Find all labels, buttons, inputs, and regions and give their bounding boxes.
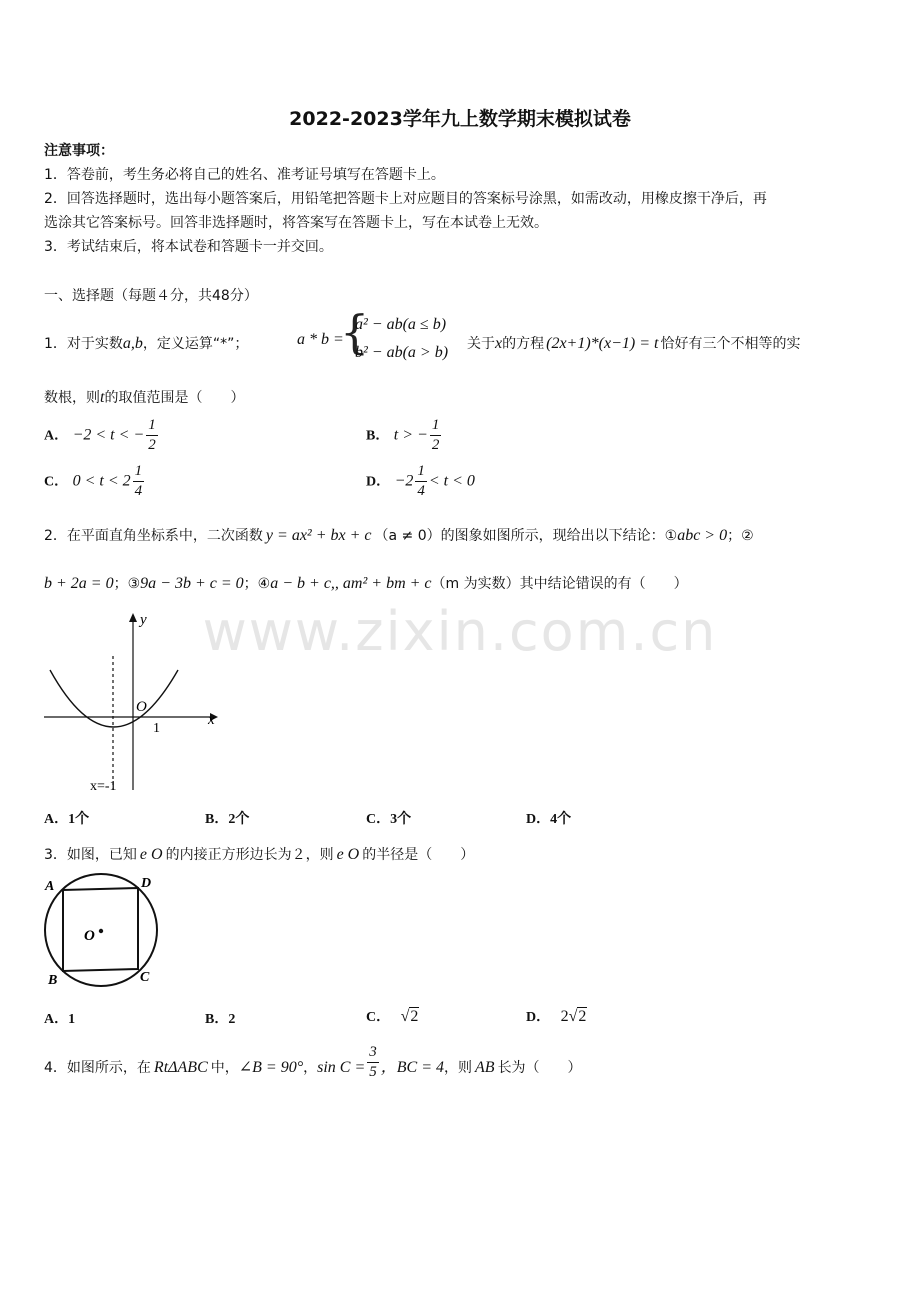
q2-line-2: b + 2a = 0；③9a − 3b + c = 0；④a − b + c,, am² + bm + c（m 为实数）其中结论错误的有（ ） — [44, 575, 688, 592]
q1-lhs: a * b = — [297, 331, 344, 348]
point-label-a: A — [45, 879, 55, 894]
q1-option-d-label: D． — [366, 474, 391, 490]
graph-label-origin: O — [136, 699, 147, 715]
q1-option-c-label: C． — [44, 474, 69, 490]
q1-option-a[interactable]: A． −2 < t < − $\frac{1}{2}$ — [44, 417, 156, 453]
q3-option-a[interactable]: A．1 — [44, 1012, 76, 1027]
q3-option-d[interactable]: D． 2√2 — [526, 1008, 587, 1025]
point-label-c: C — [140, 970, 150, 985]
q3-option-b[interactable]: B．2 — [205, 1012, 236, 1027]
q4-text: 4．如图所示，在 RtΔABC 中，∠B = 90°，sin C = $\frac{3}{5}$ ，BC = 4，则 AB 长为（ ） — [44, 1043, 582, 1080]
q2-option-d[interactable]: D．4个 — [526, 812, 572, 827]
q1-case-1: a² − ab(a ≤ b) — [355, 316, 447, 333]
q1-option-b-fraction: $\frac{1}{2}$ — [431, 417, 440, 453]
point-label-d: D — [141, 876, 152, 891]
q2-parabola-graph — [40, 608, 230, 798]
q1-option-c[interactable]: C． 0 < t < 2 $\frac{1}{4}$ — [44, 463, 143, 499]
parabola-curve — [50, 670, 178, 727]
sqrt-sign: √ — [400, 1008, 410, 1025]
q1-option-c-fraction: $\frac{1}{4}$ — [134, 463, 143, 499]
center-point — [99, 929, 103, 933]
section-heading: 一、选择题（每题４分，共48分） — [44, 288, 258, 304]
notice-item-1: 1．答卷前，考生务必将自己的姓名、准考证号填写在答题卡上。 — [44, 167, 445, 183]
graph-label-one: 1 — [153, 721, 160, 736]
q4-sin-fraction: $\frac{3}{5}$ — [369, 1043, 377, 1080]
notice-item-2b: 选涂其它答案标号。回答非选择题时，将答案写在答题卡上，写在本试卷上无效。 — [44, 215, 548, 231]
graph-label-axis: x=-1 — [90, 779, 117, 794]
q3-circle-figure — [40, 870, 170, 995]
point-label-o: O — [84, 928, 95, 944]
watermark: www.zixin.com.cn — [202, 600, 718, 663]
notice-item-3: 3．考试结束后，将本试卷和答题卡一并交回。 — [44, 239, 333, 255]
q1-option-d[interactable]: D． −2 $\frac{1}{4}$ < t < 0 — [366, 463, 475, 499]
q3-text: 3．如图，已知 e O 的内接正方形边长为２，则 e O 的半径是（ ） — [44, 846, 475, 863]
q1-brace: { — [340, 305, 370, 359]
q1-prefix: 1．对于实数a,b，定义运算“*”； — [44, 335, 249, 352]
sqrt-sign: √ — [568, 1008, 578, 1025]
q1-equation-line: 关于x的方程 (2x+1)*(x−1) = t 恰好有三个不相等的实 — [467, 335, 801, 352]
q1-line-2: 数根，则t的取值范围是（ ） — [44, 389, 245, 406]
q1-option-a-label: A． — [44, 428, 69, 444]
q2-option-c[interactable]: C．3个 — [366, 812, 412, 827]
notice-item-2a: 2．回答选择题时，选出每小题答案后，用铅笔把答题卡上对应题目的答案标号涂黑，如需改动，用橡皮擦干净后，再 — [44, 191, 767, 207]
graph-label-y: y — [140, 612, 147, 628]
q2-option-a[interactable]: A．1个 — [44, 812, 90, 827]
page-title: 2022-2023学年九上数学期末模拟试卷 — [289, 108, 631, 130]
q1-case-2: b² − ab(a > b) — [355, 344, 449, 361]
q1-option-a-fraction: $\frac{1}{2}$ — [148, 417, 156, 453]
graph-label-x: x — [208, 712, 215, 728]
q1-option-d-fraction: $\frac{1}{4}$ — [417, 463, 425, 499]
q2-option-b[interactable]: B．2个 — [205, 812, 250, 827]
q1-option-b-label: B． — [366, 428, 390, 444]
q3-option-c[interactable]: C． √2 — [366, 1008, 419, 1025]
point-label-b: B — [48, 973, 58, 988]
y-axis-arrow — [129, 613, 137, 622]
q1-option-b[interactable]: B． t > − $\frac{1}{2}$ — [366, 417, 440, 453]
notice-heading: 注意事项： — [44, 143, 114, 159]
q2-line-1: 2．在平面直角坐标系中，二次函数 y = ax² + bx + c （a ≠ 0）的图象如图所示，现给出以下结论：①abc > 0；② — [44, 527, 754, 544]
